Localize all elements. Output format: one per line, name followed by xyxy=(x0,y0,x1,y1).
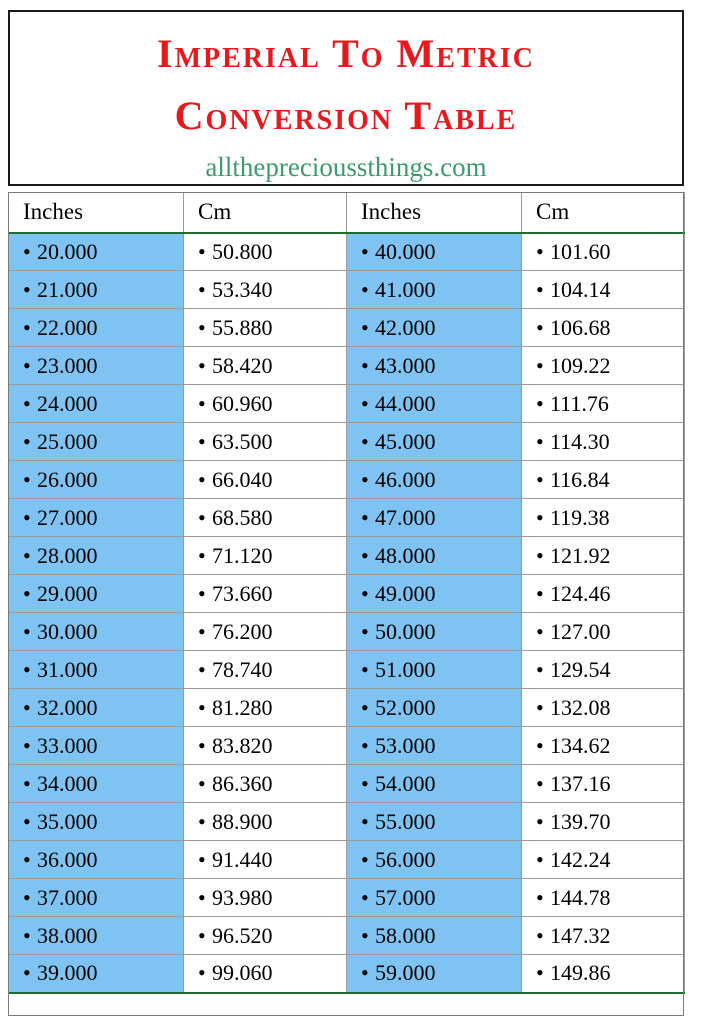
column-header-inches-2: Inches xyxy=(347,193,522,233)
table-cell xyxy=(347,423,522,461)
table-cell xyxy=(9,955,184,993)
bullet-icon: • xyxy=(198,656,206,682)
cell-value: 26.000 xyxy=(37,466,98,492)
cell-value: 25.000 xyxy=(37,428,98,454)
cell-value: 56.000 xyxy=(375,846,436,872)
website-credit: alltheprecioussthings.com xyxy=(205,152,487,182)
bullet-icon: • xyxy=(536,504,544,530)
cell-value: 149.86 xyxy=(550,960,611,986)
column-header-cm-2: Cm xyxy=(522,193,685,233)
cell-value: 91.440 xyxy=(212,846,273,872)
cell-value: 46.000 xyxy=(375,466,436,492)
table-cell xyxy=(522,309,685,347)
cell-value: 42.000 xyxy=(375,314,436,340)
bullet-icon: • xyxy=(23,884,31,910)
cell-value: 139.70 xyxy=(550,808,611,834)
cell-value: 52.000 xyxy=(375,694,436,720)
bullet-icon: • xyxy=(361,960,369,986)
table-cell xyxy=(184,347,347,385)
table-cell xyxy=(184,955,347,993)
table-cell xyxy=(9,651,184,689)
header-panel xyxy=(8,10,684,186)
cell-value: 106.68 xyxy=(550,314,611,340)
cell-value: 101.60 xyxy=(550,238,611,264)
cell-value: 58.420 xyxy=(212,352,273,378)
table-cell xyxy=(184,689,347,727)
bullet-icon: • xyxy=(198,846,206,872)
table-row xyxy=(9,955,685,993)
bullet-icon: • xyxy=(536,618,544,644)
cell-value: 66.040 xyxy=(212,466,273,492)
bullet-icon: • xyxy=(536,314,544,340)
bullet-icon: • xyxy=(198,504,206,530)
bullet-icon: • xyxy=(198,922,206,948)
table-cell xyxy=(9,613,184,651)
column-header-inches-1: Inches xyxy=(9,193,184,233)
cell-value: 35.000 xyxy=(37,808,98,834)
cell-value: 24.000 xyxy=(37,390,98,416)
bullet-icon: • xyxy=(198,276,206,302)
bullet-icon: • xyxy=(536,770,544,796)
bullet-icon: • xyxy=(536,960,544,986)
table-cell xyxy=(9,461,184,499)
bullet-icon: • xyxy=(361,504,369,530)
bullet-icon: • xyxy=(536,352,544,378)
bullet-icon: • xyxy=(361,466,369,492)
table-cell xyxy=(184,917,347,955)
cell-value: 111.76 xyxy=(550,390,609,416)
table-cell xyxy=(184,879,347,917)
bullet-icon: • xyxy=(361,808,369,834)
table-cell xyxy=(9,841,184,879)
bullet-icon: • xyxy=(536,466,544,492)
cell-value: 142.24 xyxy=(550,846,611,872)
bullet-icon: • xyxy=(23,732,31,758)
table-row xyxy=(9,689,685,727)
cell-value: 63.500 xyxy=(212,428,273,454)
table-cell xyxy=(9,727,184,765)
table-cell xyxy=(9,499,184,537)
cell-value: 144.78 xyxy=(550,884,611,910)
cell-value: 93.980 xyxy=(212,884,273,910)
table-cell xyxy=(9,689,184,727)
bullet-icon: • xyxy=(361,922,369,948)
bullet-icon: • xyxy=(23,390,31,416)
cell-value: 34.000 xyxy=(37,770,98,796)
table-cell xyxy=(184,309,347,347)
bullet-icon: • xyxy=(198,352,206,378)
cell-value: 32.000 xyxy=(37,694,98,720)
table-cell xyxy=(347,955,522,993)
table-cell xyxy=(522,499,685,537)
bullet-icon: • xyxy=(361,846,369,872)
cell-value: 121.92 xyxy=(550,542,611,568)
bullet-icon: • xyxy=(198,466,206,492)
table-row xyxy=(9,917,685,955)
table-row xyxy=(9,727,685,765)
bullet-icon: • xyxy=(361,314,369,340)
conversion-table xyxy=(8,192,685,994)
table-cell xyxy=(184,461,347,499)
bullet-icon: • xyxy=(536,276,544,302)
table-cell xyxy=(184,233,347,271)
table-row xyxy=(9,841,685,879)
bullet-icon: • xyxy=(198,428,206,454)
table-row xyxy=(9,537,685,575)
bullet-icon: • xyxy=(23,770,31,796)
table-cell xyxy=(9,309,184,347)
cell-value: 137.16 xyxy=(550,770,611,796)
bullet-icon: • xyxy=(23,808,31,834)
bullet-icon: • xyxy=(361,390,369,416)
table-cell xyxy=(9,537,184,575)
bullet-icon: • xyxy=(536,428,544,454)
table-row xyxy=(9,233,685,271)
bullet-icon: • xyxy=(198,808,206,834)
cell-value: 73.660 xyxy=(212,580,273,606)
table-row xyxy=(9,499,685,537)
table-cell xyxy=(347,651,522,689)
cell-value: 147.32 xyxy=(550,922,611,948)
cell-value: 88.900 xyxy=(212,808,273,834)
bullet-icon: • xyxy=(361,352,369,378)
table-cell xyxy=(522,537,685,575)
cell-value: 43.000 xyxy=(375,352,436,378)
cell-value: 114.30 xyxy=(550,428,610,454)
table-row xyxy=(9,879,685,917)
bullet-icon: • xyxy=(198,314,206,340)
cell-value: 53.340 xyxy=(212,276,273,302)
table-row xyxy=(9,423,685,461)
table-cell xyxy=(522,347,685,385)
table-cell xyxy=(347,879,522,917)
bullet-icon: • xyxy=(361,580,369,606)
cell-value: 68.580 xyxy=(212,504,273,530)
cell-value: 134.62 xyxy=(550,732,611,758)
bullet-icon: • xyxy=(23,352,31,378)
bullet-icon: • xyxy=(361,732,369,758)
cell-value: 55.000 xyxy=(375,808,436,834)
bullet-icon: • xyxy=(23,846,31,872)
cell-value: 44.000 xyxy=(375,390,436,416)
bullet-icon: • xyxy=(23,694,31,720)
table-row xyxy=(9,803,685,841)
bullet-icon: • xyxy=(361,428,369,454)
table-cell xyxy=(347,575,522,613)
table-cell xyxy=(184,385,347,423)
bullet-icon: • xyxy=(536,922,544,948)
bullet-icon: • xyxy=(361,238,369,264)
table-cell xyxy=(184,271,347,309)
cell-value: 127.00 xyxy=(550,618,611,644)
bullet-icon: • xyxy=(536,542,544,568)
table-cell xyxy=(522,651,685,689)
cell-value: 116.84 xyxy=(550,466,610,492)
table-row xyxy=(9,651,685,689)
cell-value: 36.000 xyxy=(37,846,98,872)
table-cell xyxy=(522,879,685,917)
table-cell xyxy=(522,765,685,803)
cell-value: 27.000 xyxy=(37,504,98,530)
bullet-icon: • xyxy=(536,580,544,606)
table-cell xyxy=(184,575,347,613)
cell-value: 60.960 xyxy=(212,390,273,416)
bullet-icon: • xyxy=(198,238,206,264)
bullet-icon: • xyxy=(361,694,369,720)
cell-value: 49.000 xyxy=(375,580,436,606)
cell-value: 22.000 xyxy=(37,314,98,340)
bullet-icon: • xyxy=(536,884,544,910)
bullet-icon: • xyxy=(198,618,206,644)
cell-value: 104.14 xyxy=(550,276,611,302)
cell-value: 96.520 xyxy=(212,922,273,948)
table-cell xyxy=(184,537,347,575)
bullet-icon: • xyxy=(23,656,31,682)
table-cell xyxy=(347,271,522,309)
table-cell xyxy=(9,575,184,613)
bullet-icon: • xyxy=(23,276,31,302)
table-cell xyxy=(347,347,522,385)
cell-value: 45.000 xyxy=(375,428,436,454)
cell-value: 23.000 xyxy=(37,352,98,378)
table-cell xyxy=(522,613,685,651)
cell-value: 76.200 xyxy=(212,618,273,644)
table-cell xyxy=(9,765,184,803)
table-row xyxy=(9,575,685,613)
bullet-icon: • xyxy=(198,960,206,986)
cell-value: 119.38 xyxy=(550,504,610,530)
cell-value: 33.000 xyxy=(37,732,98,758)
cell-value: 132.08 xyxy=(550,694,611,720)
table-cell xyxy=(184,499,347,537)
cell-value: 31.000 xyxy=(37,656,98,682)
cell-value: 109.22 xyxy=(550,352,611,378)
bullet-icon: • xyxy=(198,694,206,720)
table-cell xyxy=(522,233,685,271)
bullet-icon: • xyxy=(198,884,206,910)
table-cell xyxy=(522,423,685,461)
cell-value: 40.000 xyxy=(375,238,436,264)
cell-value: 71.120 xyxy=(212,542,273,568)
cell-value: 47.000 xyxy=(375,504,436,530)
cell-value: 41.000 xyxy=(375,276,436,302)
table-cell xyxy=(347,727,522,765)
bullet-icon: • xyxy=(198,732,206,758)
bullet-icon: • xyxy=(536,732,544,758)
table-row xyxy=(9,461,685,499)
table-cell xyxy=(347,233,522,271)
bullet-icon: • xyxy=(23,580,31,606)
table-row xyxy=(9,613,685,651)
cell-value: 30.000 xyxy=(37,618,98,644)
bullet-icon: • xyxy=(23,922,31,948)
table-cell xyxy=(184,423,347,461)
column-header-cm-1: Cm xyxy=(184,193,347,233)
cell-value: 54.000 xyxy=(375,770,436,796)
table-cell xyxy=(184,765,347,803)
table-cell xyxy=(347,537,522,575)
bullet-icon: • xyxy=(536,390,544,416)
bullet-icon: • xyxy=(361,770,369,796)
table-cell xyxy=(347,689,522,727)
table-cell xyxy=(522,575,685,613)
table-cell xyxy=(9,385,184,423)
cell-value: 50.000 xyxy=(375,618,436,644)
bullet-icon: • xyxy=(361,656,369,682)
bullet-icon: • xyxy=(198,542,206,568)
cell-value: 38.000 xyxy=(37,922,98,948)
conversion-table-wrap xyxy=(8,192,684,994)
cell-value: 124.46 xyxy=(550,580,611,606)
cell-value: 55.880 xyxy=(212,314,273,340)
table-cell xyxy=(347,841,522,879)
cell-value: 81.280 xyxy=(212,694,273,720)
page-title-line-2: Conversion Table xyxy=(174,93,518,138)
table-row xyxy=(9,347,685,385)
table-cell xyxy=(9,271,184,309)
cell-value: 51.000 xyxy=(375,656,436,682)
bullet-icon: • xyxy=(361,884,369,910)
table-cell xyxy=(347,917,522,955)
table-cell xyxy=(347,765,522,803)
cell-value: 99.060 xyxy=(212,960,273,986)
table-cell xyxy=(522,385,685,423)
table-cell xyxy=(184,651,347,689)
bullet-icon: • xyxy=(23,618,31,644)
cell-value: 57.000 xyxy=(375,884,436,910)
table-row xyxy=(9,271,685,309)
bullet-icon: • xyxy=(23,466,31,492)
table-cell xyxy=(347,613,522,651)
cell-value: 21.000 xyxy=(37,276,98,302)
table-cell xyxy=(522,955,685,993)
table-cell xyxy=(522,803,685,841)
table-body xyxy=(9,233,685,993)
table-cell xyxy=(522,727,685,765)
bullet-icon: • xyxy=(23,542,31,568)
bullet-icon: • xyxy=(536,694,544,720)
table-cell xyxy=(9,917,184,955)
table-cell xyxy=(522,917,685,955)
cell-value: 58.000 xyxy=(375,922,436,948)
bullet-icon: • xyxy=(198,580,206,606)
bullet-icon: • xyxy=(23,314,31,340)
table-row xyxy=(9,309,685,347)
table-row xyxy=(9,385,685,423)
table-cell xyxy=(9,347,184,385)
table-cell xyxy=(184,727,347,765)
bullet-icon: • xyxy=(536,846,544,872)
table-cell xyxy=(347,309,522,347)
bullet-icon: • xyxy=(198,390,206,416)
cell-value: 39.000 xyxy=(37,960,98,986)
bullet-icon: • xyxy=(23,504,31,530)
cell-value: 78.740 xyxy=(212,656,273,682)
cell-value: 53.000 xyxy=(375,732,436,758)
table-cell xyxy=(522,841,685,879)
table-cell xyxy=(184,841,347,879)
table-cell xyxy=(522,689,685,727)
cell-value: 29.000 xyxy=(37,580,98,606)
table-cell xyxy=(522,271,685,309)
cell-value: 83.820 xyxy=(212,732,273,758)
bullet-icon: • xyxy=(536,238,544,264)
cell-value: 37.000 xyxy=(37,884,98,910)
table-cell xyxy=(347,461,522,499)
table-cell xyxy=(347,803,522,841)
cell-value: 20.000 xyxy=(37,238,98,264)
table-header-row xyxy=(9,193,685,233)
table-cell xyxy=(9,803,184,841)
cell-value: 50.800 xyxy=(212,238,273,264)
table-cell xyxy=(9,233,184,271)
cell-value: 86.360 xyxy=(212,770,273,796)
bullet-icon: • xyxy=(536,656,544,682)
bullet-icon: • xyxy=(23,428,31,454)
cell-value: 28.000 xyxy=(37,542,98,568)
page-title-line-1: Imperial To Metric xyxy=(157,31,535,76)
table-row xyxy=(9,765,685,803)
bullet-icon: • xyxy=(361,276,369,302)
table-cell xyxy=(184,803,347,841)
bullet-icon: • xyxy=(536,808,544,834)
bullet-icon: • xyxy=(23,960,31,986)
table-cell xyxy=(522,461,685,499)
bullet-icon: • xyxy=(361,542,369,568)
table-cell xyxy=(347,499,522,537)
table-cell xyxy=(9,423,184,461)
table-cell xyxy=(347,385,522,423)
cell-value: 48.000 xyxy=(375,542,436,568)
bullet-icon: • xyxy=(23,238,31,264)
cell-value: 59.000 xyxy=(375,960,436,986)
table-cell xyxy=(9,879,184,917)
cell-value: 129.54 xyxy=(550,656,611,682)
table-cell xyxy=(184,613,347,651)
bullet-icon: • xyxy=(361,618,369,644)
bullet-icon: • xyxy=(198,770,206,796)
